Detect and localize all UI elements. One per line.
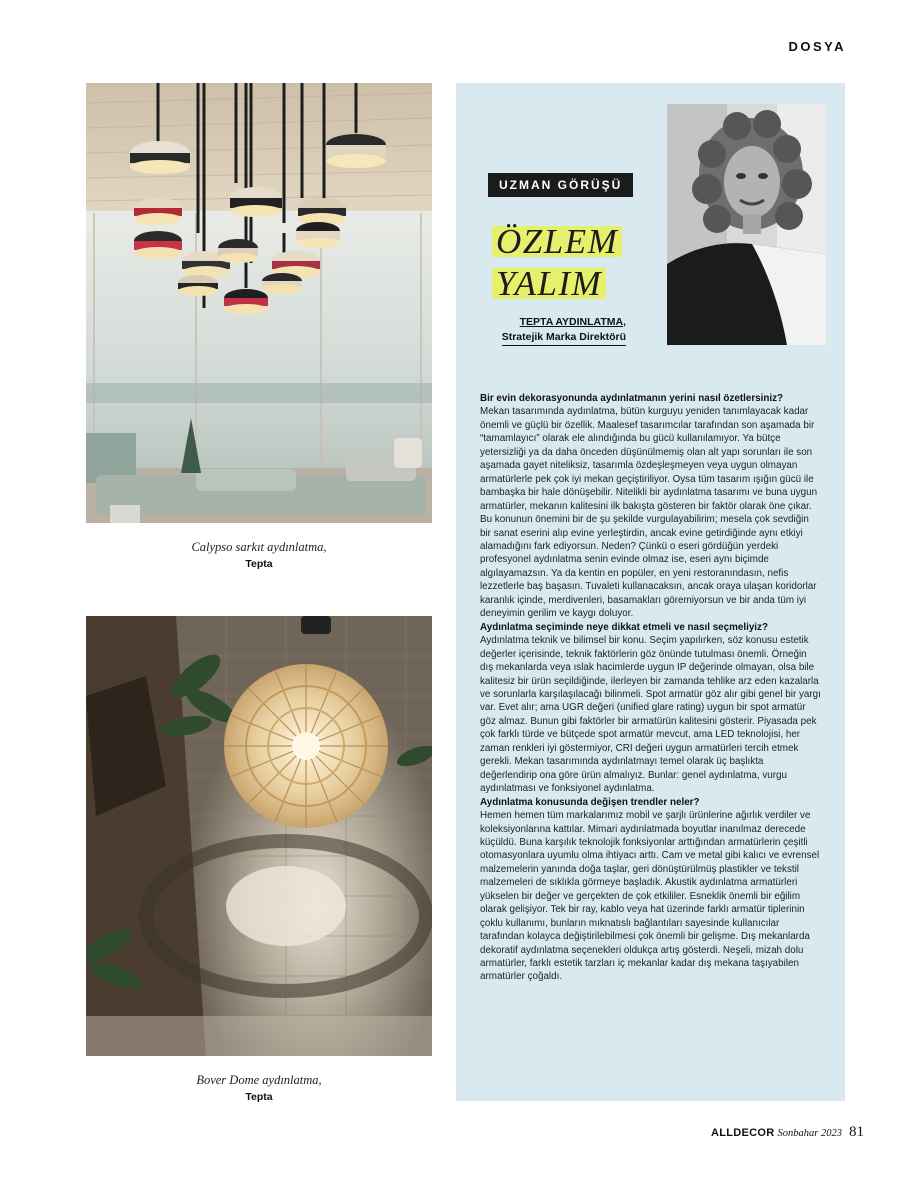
expert-badge: UZMAN GÖRÜŞÜ — [488, 173, 633, 197]
section-label: DOSYA — [788, 39, 846, 54]
article-question: Aydınlatma konusunda değişen trendler neler? — [480, 796, 700, 808]
expert-first-name: ÖZLEM — [492, 226, 622, 257]
article-body — [480, 392, 822, 984]
caption-brand: Tepta — [245, 1091, 273, 1103]
article-answer: Hemen hemen tüm markalarımız mobil ve şarjlı ürünlerine ağırlık verdiler ve koleksiyonlarına kattılar. Mimari aydınlatmada boyutlar inanılmaz derecede küçüldü. Buna karşılık teknolojik fonksiyonlar arttığından armatürlerin çeşitli otomasyonlara uyumlu olma ihtiyacı arttı. Cam ve metal gibi kalıcı ve evrensel malzemelerin yanında doğa taşlar, geri dönüştürülmüş plastikler ve tekstil malzemeleri de sıklıkla görmeye başladık. Akustik aydınlatma armatürleri yükselen bir değer ve gerçekten de çok etkililer. Esneklik önemli bir eğilim olarak gelişiyor. Tek bir ray, kablo veya hat üzerinde farklı armatür tiplerinin çoklu kullanımı, bunların mıknatıslı bağlantıları sayesinde kullanıcılar tarafından kolayca değiştirilebilmesi çok önemli bir gelişme. Dış mekanlarda dekoratif aydınlatma seçenekleri oldukça artış gösterdi. Neşeli, mizah dolu armatürler, farklı estetik tarzları iç mekanlar kadar dış mekana taşıyabilen armatürler çoğaldı. — [480, 810, 820, 983]
expert-panel — [456, 83, 845, 1101]
expert-portrait — [667, 104, 826, 345]
page-footer — [711, 1124, 864, 1141]
expert-last-name: YALIM — [492, 268, 606, 299]
bover-dome-lighting-photo — [86, 616, 432, 1056]
expert-affiliation — [502, 315, 626, 346]
article-question: Bir evin dekorasyonunda aydınlatmanın yerini nasıl özetlersiniz? — [480, 393, 784, 404]
expert-role: Stratejik Marka Direktörü — [502, 330, 626, 346]
article-answer: Mekan tasarımında aydınlatma, bütün kurguyu yeniden tanımlayacak kadar önemli ve güçlü bir özellik. Maalesef tasarımcılar tarafından son aşamada bir “tamamlayıcı” olarak ele alındığında bu gücü kullanılamıyor. Ya bütçe yetersizliği ya da daha önceden düşünülmemiş olan alt yapı sorunları ile son aşamada gayet niteliksiz, tasarımla özdeşleşmeyen veya uygun olmayan armatürlerle pek çok iyi mekan geçiştiriliyor. Oysa tüm tasarım ışığın gücü ile bambaşka bir hale dönüşebilir. Nitelikli bir aydınlatma tasarımı ve buna uygun armatürler, mekanın kalitesini ilk bakışta gösteren bir faktör olarak öne çıkar. Bu konunun önemini bir de şu şekilde vurgulayabilirim; mesela çok sevdiğin bir sanat eserini alıp evine yerleştirdin, ancak evine getirdiğinde aynı etkiyi alamadığını fark ediyorsun. Neden? Çünkü o eseri gördüğün yerdeki profesyonel aydınlatma senin evinde olmaz ise, eseri aynı biçimde algılayamazsın. Ya da kentin en popüler, en yeni restoranındasın, nefis lezzetlerle baş başasın. Tuvaleti kullanacaksın, ancak oraya ulaşan koridorlar karanlık içinde, merdivenleri, basamakları göremiyorsun ve bir anda tüm iyi deneyimin gerilim ve kaygı doluyor. — [480, 406, 818, 620]
bover-dome-caption — [86, 1073, 432, 1103]
expert-company: TEPTA AYDINLATMA, — [519, 316, 626, 328]
page-number: 81 — [849, 1124, 864, 1140]
caption-title: Bover Dome aydınlatma, — [196, 1073, 322, 1087]
calypso-caption — [86, 540, 432, 570]
magazine-brand: ALLDECOR — [711, 1127, 775, 1139]
expert-name — [492, 221, 632, 305]
article-question: Aydınlatma seçiminde neye dikkat etmeli ve nasıl seçmeliyiz? — [480, 621, 768, 633]
caption-brand: Tepta — [245, 558, 273, 570]
article-answer: Aydınlatma teknik ve bilimsel bir konu. Seçim yapılırken, söz konusu estetik değerler içerisinde, teknik faktörlerin göz önünde tutulması önemli. Örneğin dış mekanlarda veya ıslak hacimlerde uygun IP değerinde olmayan, olsa bile kalitesiz bir ürün seçildiğinde, ilerleyen bir zamanda tehlike arz eden kazalarla ve sorunlarla karşılaşılacağı bilinmeli. Spot armatür göz alır gibi genel bir yargı var. Evet alır; ama UGR değeri (unified glare rating) uygun bir spot armatür göz almaz. Bunun gibi faktörler bir armatürün kalitesini gösterir. Piyasada pek çok farklı türde ve bütçede spot armatür mevcut, ama LED teknolojisi, her zaman renkleri iyi göstermiyor, CRI değeri uygun armatürleri tercih etmek gerekli. Mekan tasarımında aydınlatmayı temel olarak üç başlıkta değerlendirip ona göre ürün almalıyız. Bunlar: genel aydınlatma, vurgu aydınlatması ve fonksiyonel aydınlatma. — [480, 635, 821, 795]
calypso-lighting-photo — [86, 83, 432, 523]
magazine-issue: Sonbahar 2023 — [777, 1128, 842, 1139]
caption-title: Calypso sarkıt aydınlatma, — [191, 540, 327, 554]
